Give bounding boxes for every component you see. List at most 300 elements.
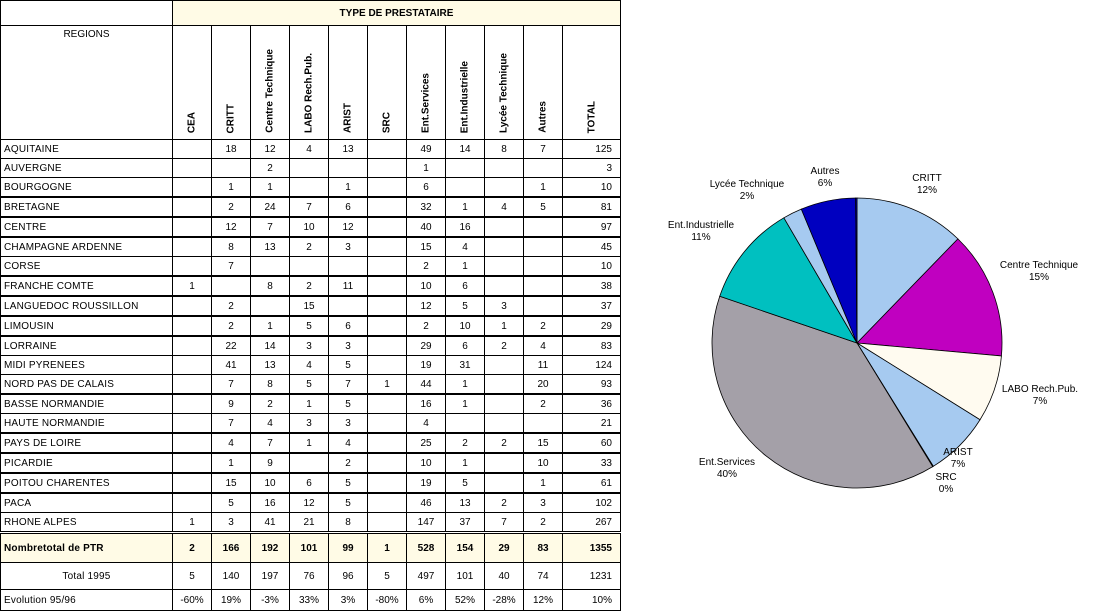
value-cell: 5 — [329, 356, 368, 375]
value-cell: 32 — [407, 197, 446, 217]
region-name: CORSE — [1, 257, 173, 277]
region-name: CENTRE — [1, 217, 173, 237]
value-cell — [485, 237, 524, 257]
value-cell — [329, 159, 368, 178]
value-cell: 1 — [329, 178, 368, 198]
value-cell: 3 — [524, 493, 563, 513]
regions-header: REGIONS — [1, 26, 173, 140]
value-cell: 2 — [290, 276, 329, 296]
value-cell: 101 — [446, 563, 485, 590]
column-header — [407, 26, 446, 140]
table-row — [1, 453, 621, 473]
value-cell: 2 — [524, 394, 563, 414]
value-cell: 8 — [485, 140, 524, 159]
value-cell: 5 — [446, 296, 485, 316]
table-row — [1, 159, 621, 178]
value-cell — [251, 257, 290, 277]
value-cell: 4 — [446, 237, 485, 257]
total-cell: 61 — [563, 473, 621, 493]
value-cell: 4 — [329, 433, 368, 453]
value-cell: 1 — [446, 453, 485, 473]
table-row — [1, 513, 621, 533]
pie-slice-percent: 12% — [916, 185, 938, 196]
column-header — [446, 26, 485, 140]
value-cell: 528 — [407, 533, 446, 563]
total-cell: 83 — [563, 336, 621, 356]
value-cell — [485, 414, 524, 434]
value-cell — [368, 414, 407, 434]
value-cell — [368, 140, 407, 159]
value-cell — [368, 257, 407, 277]
value-cell: -3% — [251, 590, 290, 611]
value-cell — [368, 336, 407, 356]
value-cell — [368, 394, 407, 414]
value-cell: 21 — [290, 513, 329, 533]
total-cell: 1231 — [563, 563, 621, 590]
column-header-label: Ent.Services — [420, 72, 432, 133]
value-cell: 49 — [407, 140, 446, 159]
value-cell — [173, 140, 212, 159]
total-cell: 81 — [563, 197, 621, 217]
value-cell: 7 — [212, 375, 251, 395]
value-cell: 20 — [524, 375, 563, 395]
value-cell: 5 — [329, 493, 368, 513]
total-1995-label: Total 1995 — [1, 563, 173, 590]
region-name: PAYS DE LOIRE — [1, 433, 173, 453]
column-header-label: Ent.Industrielle — [459, 60, 471, 133]
column-header-label: CEA — [186, 111, 198, 133]
value-cell: 16 — [446, 217, 485, 237]
value-cell: 2 — [524, 513, 563, 533]
table-row — [1, 257, 621, 277]
value-cell — [173, 178, 212, 198]
value-cell: 7 — [290, 197, 329, 217]
value-cell: 10 — [407, 453, 446, 473]
region-name: AQUITAINE — [1, 140, 173, 159]
pie-slice-label: SRC — [935, 472, 957, 483]
value-cell — [173, 356, 212, 375]
total-cell: 38 — [563, 276, 621, 296]
value-cell: 2 — [173, 533, 212, 563]
table-row — [1, 433, 621, 453]
total-row — [1, 533, 621, 563]
value-cell: 7 — [329, 375, 368, 395]
type-de-prestataire-header: TYPE DE PRESTATAIRE — [173, 1, 621, 26]
value-cell — [446, 178, 485, 198]
value-cell: 5 — [329, 394, 368, 414]
value-cell: 6% — [407, 590, 446, 611]
region-name: BOURGOGNE — [1, 178, 173, 198]
value-cell: 4 — [290, 356, 329, 375]
column-header-label: ARIST — [342, 103, 354, 133]
value-cell: 2 — [485, 433, 524, 453]
column-header — [290, 26, 329, 140]
column-header — [212, 26, 251, 140]
value-cell: 19% — [212, 590, 251, 611]
region-name: FRANCHE COMTE — [1, 276, 173, 296]
value-cell — [368, 217, 407, 237]
value-cell — [173, 257, 212, 277]
column-header — [251, 26, 290, 140]
value-cell: 2 — [251, 159, 290, 178]
total-cell: 21 — [563, 414, 621, 434]
value-cell: 74 — [524, 563, 563, 590]
value-cell: 10 — [524, 453, 563, 473]
value-cell — [173, 414, 212, 434]
value-cell: 147 — [407, 513, 446, 533]
value-cell — [212, 159, 251, 178]
value-cell — [524, 414, 563, 434]
table-row — [1, 414, 621, 434]
value-cell — [446, 414, 485, 434]
value-cell: 140 — [212, 563, 251, 590]
value-cell: 22 — [212, 336, 251, 356]
column-header — [485, 26, 524, 140]
pie-slice-label: CRITT — [912, 173, 942, 184]
value-cell — [173, 336, 212, 356]
value-cell — [173, 473, 212, 493]
value-cell — [173, 493, 212, 513]
region-name: CHAMPAGNE ARDENNE — [1, 237, 173, 257]
value-cell: 1 — [446, 375, 485, 395]
value-cell — [290, 257, 329, 277]
value-cell: -60% — [173, 590, 212, 611]
value-cell: 3 — [290, 336, 329, 356]
total-cell: 124 — [563, 356, 621, 375]
value-cell: 33% — [290, 590, 329, 611]
value-cell — [368, 237, 407, 257]
table-row — [1, 197, 621, 217]
total-cell: 45 — [563, 237, 621, 257]
value-cell: 5 — [524, 197, 563, 217]
value-cell: 8 — [251, 375, 290, 395]
value-cell: 192 — [251, 533, 290, 563]
value-cell: 5 — [173, 563, 212, 590]
value-cell — [368, 493, 407, 513]
value-cell: 40 — [485, 563, 524, 590]
value-cell: 14 — [251, 336, 290, 356]
value-cell: 2 — [251, 394, 290, 414]
value-cell: 3 — [329, 414, 368, 434]
value-cell — [173, 316, 212, 336]
value-cell — [524, 217, 563, 237]
value-cell — [485, 473, 524, 493]
total-cell: 29 — [563, 316, 621, 336]
column-header — [524, 26, 563, 140]
value-cell: 11 — [329, 276, 368, 296]
pie-chart — [630, 150, 1116, 500]
value-cell — [446, 159, 485, 178]
total-cell: 60 — [563, 433, 621, 453]
value-cell — [368, 159, 407, 178]
value-cell: 2 — [329, 453, 368, 473]
table-row — [1, 217, 621, 237]
table-row — [1, 140, 621, 159]
region-name: BASSE NORMANDIE — [1, 394, 173, 414]
value-cell — [173, 237, 212, 257]
column-header-label: Autres — [537, 101, 549, 133]
table-row — [1, 316, 621, 336]
table-row — [1, 473, 621, 493]
value-cell: 1 — [446, 394, 485, 414]
region-name: PACA — [1, 493, 173, 513]
value-cell: 12% — [524, 590, 563, 611]
value-cell: 1 — [368, 375, 407, 395]
value-cell: 19 — [407, 473, 446, 493]
column-header — [329, 26, 368, 140]
value-cell — [212, 276, 251, 296]
value-cell: 16 — [251, 493, 290, 513]
total-cell: 102 — [563, 493, 621, 513]
table-row — [1, 356, 621, 375]
value-cell: 7 — [212, 257, 251, 277]
pie-slice-label: Autres — [810, 166, 840, 177]
value-cell: 10 — [446, 316, 485, 336]
table-row — [1, 178, 621, 198]
value-cell: 41 — [212, 356, 251, 375]
value-cell — [524, 159, 563, 178]
column-header — [563, 26, 621, 140]
value-cell: 12 — [290, 493, 329, 513]
value-cell: 1 — [251, 316, 290, 336]
total-cell: 10 — [563, 178, 621, 198]
value-cell: 29 — [407, 336, 446, 356]
value-cell — [368, 433, 407, 453]
pie-slice-label: Centre Technique — [999, 260, 1079, 271]
value-cell — [524, 296, 563, 316]
value-cell: 3 — [290, 414, 329, 434]
value-cell: 6 — [446, 276, 485, 296]
value-cell: 11 — [524, 356, 563, 375]
value-cell: 44 — [407, 375, 446, 395]
value-cell — [173, 217, 212, 237]
total-1995-row — [1, 563, 621, 590]
value-cell: 14 — [446, 140, 485, 159]
value-cell: 12 — [251, 140, 290, 159]
total-cell: 36 — [563, 394, 621, 414]
evolution-label: Evolution 95/96 — [1, 590, 173, 611]
value-cell: 101 — [290, 533, 329, 563]
column-header — [173, 26, 212, 140]
value-cell: 1 — [485, 316, 524, 336]
total-cell: 37 — [563, 296, 621, 316]
pie-slice-percent: 2% — [739, 191, 755, 202]
value-cell: 4 — [251, 414, 290, 434]
value-cell: 15 — [407, 237, 446, 257]
value-cell — [368, 316, 407, 336]
value-cell — [485, 178, 524, 198]
value-cell: 6 — [407, 178, 446, 198]
value-cell — [368, 296, 407, 316]
value-cell: 10 — [251, 473, 290, 493]
value-cell: 6 — [329, 197, 368, 217]
value-cell: 99 — [329, 533, 368, 563]
value-cell: 18 — [212, 140, 251, 159]
value-cell — [290, 159, 329, 178]
table-row — [1, 237, 621, 257]
value-cell: 2 — [407, 316, 446, 336]
pie-slice-percent: 6% — [817, 178, 833, 189]
value-cell: 7 — [212, 414, 251, 434]
value-cell: 497 — [407, 563, 446, 590]
value-cell — [524, 237, 563, 257]
value-cell: 5 — [290, 316, 329, 336]
value-cell: 7 — [251, 217, 290, 237]
value-cell: 5 — [446, 473, 485, 493]
table-row — [1, 375, 621, 395]
value-cell: 3 — [485, 296, 524, 316]
value-cell: 8 — [251, 276, 290, 296]
value-cell: 6 — [290, 473, 329, 493]
value-cell: 2 — [485, 336, 524, 356]
value-cell: 12 — [212, 217, 251, 237]
value-cell: 83 — [524, 533, 563, 563]
value-cell — [290, 453, 329, 473]
value-cell: -28% — [485, 590, 524, 611]
value-cell — [368, 473, 407, 493]
value-cell: 13 — [251, 356, 290, 375]
value-cell: 40 — [407, 217, 446, 237]
value-cell: 8 — [329, 513, 368, 533]
value-cell — [329, 296, 368, 316]
value-cell — [368, 356, 407, 375]
pie-slice-label: Ent.Services — [698, 457, 756, 468]
table-row — [1, 394, 621, 414]
table-row — [1, 296, 621, 316]
pie-slice-label: Lycée Technique — [709, 179, 785, 190]
pie-slice-percent: 15% — [1028, 272, 1050, 283]
region-name: AUVERGNE — [1, 159, 173, 178]
pie-slice-percent: 7% — [950, 459, 966, 470]
value-cell: 15 — [290, 296, 329, 316]
value-cell — [173, 296, 212, 316]
region-name: RHONE ALPES — [1, 513, 173, 533]
region-name: NORD PAS DE CALAIS — [1, 375, 173, 395]
value-cell: 1 — [407, 159, 446, 178]
value-cell: 6 — [329, 316, 368, 336]
value-cell — [251, 296, 290, 316]
total-label: Nombretotal de PTR — [1, 533, 173, 563]
value-cell: 1 — [368, 533, 407, 563]
value-cell: 5 — [368, 563, 407, 590]
region-name: PICARDIE — [1, 453, 173, 473]
corner-cell — [1, 1, 173, 26]
value-cell: 7 — [485, 513, 524, 533]
value-cell: 8 — [212, 237, 251, 257]
region-name: MIDI PYRENEES — [1, 356, 173, 375]
value-cell: 1 — [173, 276, 212, 296]
pie-slice-percent: 11% — [691, 232, 711, 243]
value-cell — [173, 159, 212, 178]
region-name: LANGUEDOC ROUSSILLON — [1, 296, 173, 316]
value-cell — [368, 178, 407, 198]
value-cell — [485, 356, 524, 375]
evolution-row — [1, 590, 621, 611]
value-cell: 1 — [446, 197, 485, 217]
value-cell: 96 — [329, 563, 368, 590]
total-cell: 267 — [563, 513, 621, 533]
value-cell — [329, 257, 368, 277]
value-cell — [173, 197, 212, 217]
value-cell — [290, 178, 329, 198]
region-name: LIMOUSIN — [1, 316, 173, 336]
value-cell: 15 — [524, 433, 563, 453]
value-cell: 2 — [407, 257, 446, 277]
value-cell: 46 — [407, 493, 446, 513]
value-cell: 29 — [485, 533, 524, 563]
value-cell: 13 — [329, 140, 368, 159]
value-cell: 1 — [251, 178, 290, 198]
value-cell — [524, 257, 563, 277]
value-cell: 3 — [329, 237, 368, 257]
pie-slice-label: ARIST — [943, 447, 973, 458]
value-cell: 19 — [407, 356, 446, 375]
value-cell — [485, 394, 524, 414]
value-cell: 6 — [446, 336, 485, 356]
value-cell: 3% — [329, 590, 368, 611]
value-cell — [368, 513, 407, 533]
value-cell: 12 — [329, 217, 368, 237]
value-cell — [173, 453, 212, 473]
total-cell: 125 — [563, 140, 621, 159]
table-row — [1, 276, 621, 296]
value-cell: 1 — [524, 473, 563, 493]
value-cell — [485, 217, 524, 237]
total-cell: 93 — [563, 375, 621, 395]
value-cell: 16 — [407, 394, 446, 414]
value-cell: 37 — [446, 513, 485, 533]
value-cell: 2 — [524, 316, 563, 336]
value-cell: 4 — [524, 336, 563, 356]
value-cell: 5 — [290, 375, 329, 395]
value-cell: 1 — [173, 513, 212, 533]
pie-slice-label: LABO Rech.Pub. — [1001, 384, 1079, 395]
column-header-label: TOTAL — [586, 100, 597, 133]
value-cell: 4 — [290, 140, 329, 159]
pie-slice-percent: 0% — [938, 484, 954, 495]
value-cell — [173, 375, 212, 395]
value-cell: 4 — [212, 433, 251, 453]
value-cell: 5 — [212, 493, 251, 513]
value-cell — [485, 257, 524, 277]
total-cell: 97 — [563, 217, 621, 237]
value-cell: 197 — [251, 563, 290, 590]
value-cell — [485, 276, 524, 296]
value-cell — [173, 433, 212, 453]
column-header-label: Centre Technique — [264, 49, 276, 133]
column-header-label: SRC — [381, 111, 393, 133]
value-cell: 7 — [251, 433, 290, 453]
table-row — [1, 336, 621, 356]
column-header-label: CRITT — [225, 103, 237, 133]
value-cell: 4 — [407, 414, 446, 434]
value-cell: 2 — [212, 197, 251, 217]
value-cell — [368, 276, 407, 296]
region-name: BRETAGNE — [1, 197, 173, 217]
value-cell: 9 — [212, 394, 251, 414]
pie-slice-label: Ent.Industrielle — [667, 220, 735, 231]
value-cell: 1 — [290, 394, 329, 414]
value-cell: 2 — [212, 316, 251, 336]
value-cell: 24 — [251, 197, 290, 217]
pie-slice-percent: 7% — [1032, 396, 1048, 407]
value-cell: 9 — [251, 453, 290, 473]
value-cell — [368, 453, 407, 473]
value-cell: 154 — [446, 533, 485, 563]
value-cell: 3 — [212, 513, 251, 533]
value-cell: 10 — [290, 217, 329, 237]
value-cell: 52% — [446, 590, 485, 611]
